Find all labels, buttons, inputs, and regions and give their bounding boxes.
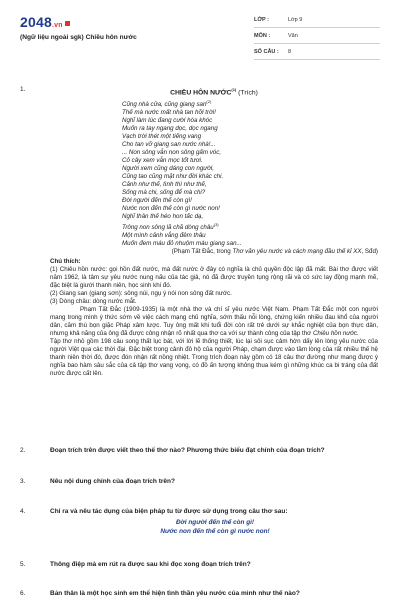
- meta-row-class: [254, 12, 380, 28]
- meta-key: LỚP :: [254, 16, 269, 23]
- meta-key: MÔN :: [254, 32, 271, 39]
- note-2: (2) Giang san (giang sơn): sông núi, ngụ ý nói non sông đất nước.: [50, 290, 232, 298]
- meta-value: Văn: [288, 32, 298, 39]
- poem-line: Nghĩ làm lúc đang cười hóa khóc: [122, 117, 213, 125]
- quote-line: Nước non đến thế còn gì nước non!: [160, 528, 270, 535]
- question-6: 6. Bản thân là một học sinh em thể hiện tình thần yêu nước của mình như thế nào?: [20, 590, 300, 597]
- note-1: (1) Chiêu hồn nước: gọi hồn đất nước, mà đất nước ở đây có nghĩa là chủ quyền độc lập đã mất. Bài thơ được viết năm 1962, là tâm sự yêu nước nung nấu của tác giả, nó đã được truyền tụng rộng rãi và có sức lay động mạnh mẽ, đặc biệt là giưới thanh niên, học sinh khi đó.: [50, 266, 378, 290]
- reading-passage: [50, 86, 378, 378]
- meta-info: [254, 12, 380, 60]
- poem-line: Nghĩ thân thế héo hon tấc dạ,: [122, 213, 204, 221]
- logo-square-icon: [65, 21, 70, 26]
- poem-line: Muốn đem máu đỏ nhuộm màu giang san...: [122, 240, 242, 248]
- poem-body: [122, 98, 378, 248]
- poem-line: Cỏ cây xem vẫn mọc tốt tươi.: [122, 157, 203, 165]
- quote-line: Đời người đến thế còn gì!: [175, 519, 255, 526]
- site-logo[interactable]: 2048.vn: [20, 14, 70, 30]
- footnote-marker: (3): [213, 222, 219, 228]
- poem-line: Vạch trời thét một tiếng vang: [122, 133, 202, 141]
- meta-value: Lớp 9: [288, 16, 303, 23]
- meta-key: SỐ CÂU :: [254, 48, 279, 55]
- collection-description: Tập thơ nhỏ gồm 198 câu song thất lục bát, với lời lẽ thống thiết, lúc lại sôi sục cảm hờn dấy lên lòng yêu nước của người Việt qua các thời đại. Đặc biệt trong cảnh đô hộ của người Pháp, chạm được vào tầm lòng của rất nhiều thế hệ thanh niên thời đó, được đón nhận rất nồng nhiệt. Trong trích đoạn này gồm có 18 câu thơ đường như mang được ý nghĩa bao hàm sâu sắc của cả tập thơ vang vọng, có đồ ấn tượng không thua kém gì những khúc ca bi tráng của đất nước được cất lên.: [50, 338, 378, 378]
- poem-line: Trông non sông lã chã dòng châu: [122, 224, 214, 232]
- poem-line: Một mình cảnh vắng đêm thâu: [122, 232, 206, 240]
- meta-value: 8: [288, 48, 292, 55]
- poem-line: Thế mà nước mất nhà tan hỡi trời!: [122, 109, 216, 117]
- footnote-marker: (2): [206, 99, 212, 105]
- poem-title: CHIỀU HÔN NƯỚC$^{(1)}$ (Trích): [170, 87, 258, 97]
- poem-line: Cũng tao cũng mặt như đời khác chi.: [122, 173, 224, 181]
- poem-line: Muốn ra tay ngang dọc, dọc ngang: [122, 125, 218, 133]
- poem-line: Đời người đến thế còn gì!: [122, 197, 192, 205]
- poem-line: Cũng nhà cửa, cũng giang san: [122, 101, 207, 109]
- author-bio: Phạm Tất Đắc (1909-1935) là một nhà thơ và chí sĩ yêu nước Việt Nam. Phạm Tất Đắc một con người mang trong mình ý thức sớm về việc cách mạng chủ nghĩa, sớm thấu nỗi lòng, chứng kiến nhiều đau khổ của người dân, căm thù bọn giặc Pháp xâm lược. Tuy ông mất khi tuổi đời còn rất trẻ dưới sự khắc nghiệt của bọn thực dân, nhưng khả năng của ông đã được công nhận rõ nhất qua thơ ca với sự thành công của tập thơ Chiêu hồn nước.: [50, 306, 378, 338]
- question-2: 2. Đoạn trích trên được viết theo thể thơ nào? Phương thức biểu đạt chính của đoạn trích?: [20, 447, 325, 454]
- meta-row-count: [254, 44, 380, 60]
- page-subtitle: (Ngữ liệu ngoài sgk) Chiều hôn nước: [20, 34, 137, 41]
- question-3: 3. Nêu nội dung chính của đoạn trích trên?: [20, 478, 175, 485]
- poem-line: Nước non đến thế còn gì nước non!: [122, 205, 220, 213]
- poem-line: Cho tan vỡ giang san nước nhà!...: [122, 141, 216, 149]
- notes-heading: Chú thích:: [50, 258, 81, 266]
- question-5: 5. Thông điệp mà em rút ra được sau khi đọc xong đoạn trích trên?: [20, 561, 251, 568]
- question-4: 4. Chỉ ra và nêu tác dụng của biện pháp tu từ được sử dụng trong câu thơ sau:: [20, 508, 288, 515]
- poem-source: (Phạm Tất Đắc, trong Thơ văn yêu nước và cách mạng đầu thế kỉ XX, Sđd): [171, 248, 378, 256]
- meta-row-subject: [254, 28, 380, 44]
- poem-line: Người xem cũng dáng con người,: [122, 165, 215, 173]
- poem-line: ... Non sông vẫn non sông gấm vóc,: [122, 149, 222, 157]
- poem-line: Cảnh như thế, tình thì như thế,: [122, 181, 207, 189]
- question-1-number: 1.: [20, 86, 26, 93]
- note-3: (3) Dòng châu: dòng nước mắt.: [50, 298, 137, 306]
- poem-line: Sống mà chi, sống để mà chi?: [122, 189, 206, 197]
- question-4-quote: [50, 518, 380, 536]
